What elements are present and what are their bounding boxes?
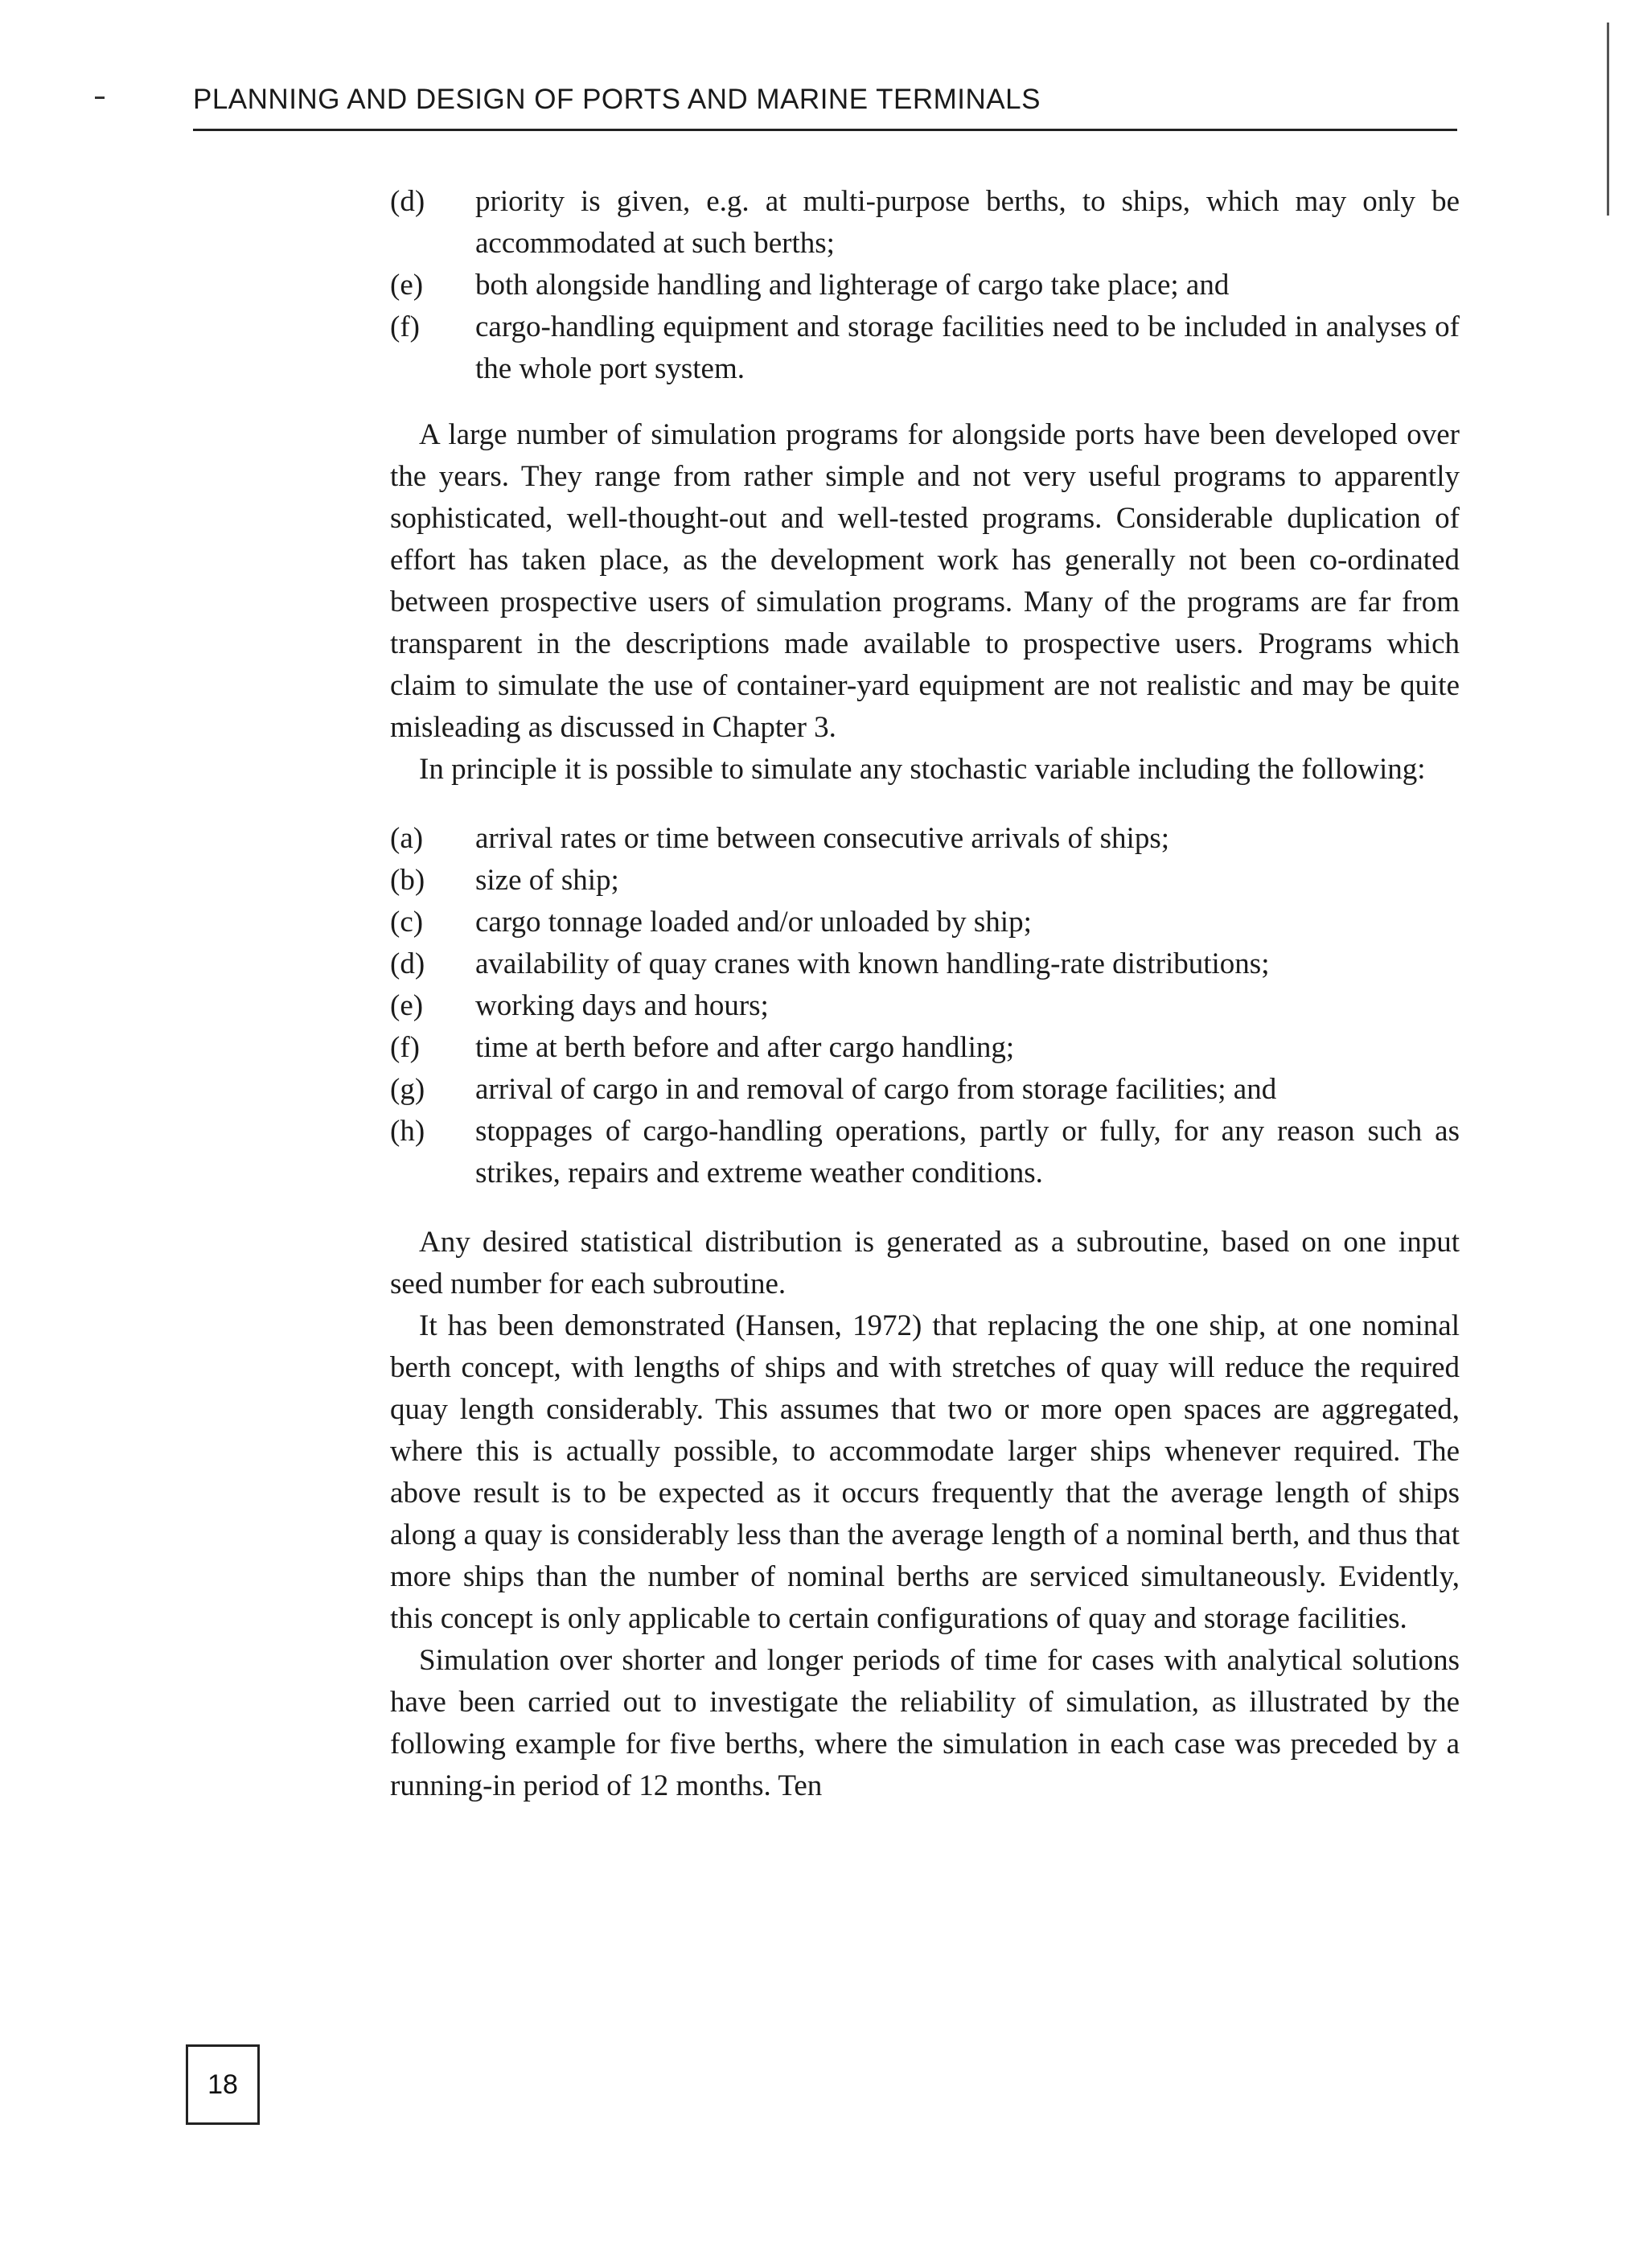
page-edge-mark: [1607, 23, 1609, 216]
body-text: [390, 181, 1460, 1807]
list-label: (a): [390, 822, 424, 855]
paragraph: A large number of simulation programs for alongside ports have been developed over the years. They range from rather simple and not very useful programs to apparently sophisticated, well-thought-out and well-tested programs. Considerable duplication of effort has taken place, as the development work has generally not been co-ordinated between prospective users of simulation programs. Many of the programs are far from transparent in the descriptions made available to prospective users. Programs which claim to simulate the use of container-yard equipment are not realistic and may be quite misleading as discussed in Chapter 3.: [390, 418, 1460, 744]
list-item: [390, 943, 1460, 985]
list-item: [390, 265, 1460, 306]
list-text: cargo tonnage loaded and/or unloaded by ship;: [475, 906, 1032, 939]
list-label: (b): [390, 864, 425, 897]
list-text: arrival rates or time between consecutive arrivals of ships;: [475, 822, 1170, 855]
list-label: (d): [390, 947, 425, 980]
list-item: [390, 818, 1460, 860]
list-text: time at berth before and after cargo handling;: [475, 1031, 1015, 1064]
list-text: cargo-handling equipment and storage facilities need to be included in analyses of the whole port system.: [475, 310, 1460, 385]
spacer: [390, 390, 1460, 414]
list-text: working days and hours;: [475, 989, 769, 1022]
list-item: [390, 985, 1460, 1027]
variable-list: [390, 818, 1460, 1194]
list-label: (f): [390, 1031, 420, 1064]
list-text: size of ship;: [475, 864, 619, 897]
list-label: (f): [390, 310, 420, 343]
spacer: [390, 1194, 1460, 1222]
spacer: [390, 791, 1460, 818]
list-text: arrival of cargo in and removal of cargo from storage facilities; and: [475, 1073, 1277, 1106]
list-text: stoppages of cargo-handling operations, partly or fully, for any reason such as strikes, repairs and extreme weather conditions.: [475, 1115, 1460, 1189]
list-text: availability of quay cranes with known handling-rate distributions;: [475, 947, 1270, 980]
paragraph: In principle it is possible to simulate any stochastic variable including the following:: [419, 753, 1426, 786]
list-item: [390, 1069, 1460, 1111]
paragraph: It has been demonstrated (Hansen, 1972) that replacing the one ship, at one nominal berth concept, with lengths of ships and with stretches of quay will reduce the required quay length considerably. This assumes that two or more open spaces are aggregated, where this is actually possible, to accommodate larger ships whenever required. The above result is to be expected as it occurs frequently that the average length of ships along a quay is considerably less than the average length of a nominal berth, and thus that more ships than the number of nominal berths are serviced simultaneously. Evidently, this concept is only applicable to certain configurations of quay and storage facilities.: [390, 1309, 1460, 1635]
list-text: priority is given, e.g. at multi-purpose berths, to ships, which may only be accommodated at such berths;: [475, 185, 1460, 260]
list-item: [390, 1111, 1460, 1194]
list-continued: [390, 181, 1460, 390]
running-header: PLANNING AND DESIGN OF PORTS AND MARINE TERMINALS: [193, 84, 1041, 115]
margin-mark: [95, 97, 105, 99]
paragraph: Simulation over shorter and longer periods of time for cases with analytical solutions have been carried out to investigate the reliability of simulation, as illustrated by the following example for five berths, where the simulation in each case was preceded by a running-in period of 12 months. Ten: [390, 1644, 1460, 1802]
list-item: [390, 1027, 1460, 1069]
header-rule: [193, 129, 1457, 131]
list-label: (h): [390, 1115, 425, 1148]
list-label: (e): [390, 989, 424, 1022]
page-number: 18: [186, 2044, 260, 2125]
list-item: [390, 902, 1460, 943]
list-item: [390, 860, 1460, 902]
list-text: both alongside handling and lighterage of cargo take place; and: [475, 269, 1230, 302]
list-item: [390, 181, 1460, 265]
list-label: (e): [390, 269, 424, 302]
paragraph: Any desired statistical distribution is generated as a subroutine, based on one input seed number for each subroutine.: [390, 1226, 1460, 1300]
list-label: (d): [390, 185, 425, 218]
list-label: (c): [390, 906, 424, 939]
list-label: (g): [390, 1073, 425, 1106]
list-item: [390, 306, 1460, 390]
